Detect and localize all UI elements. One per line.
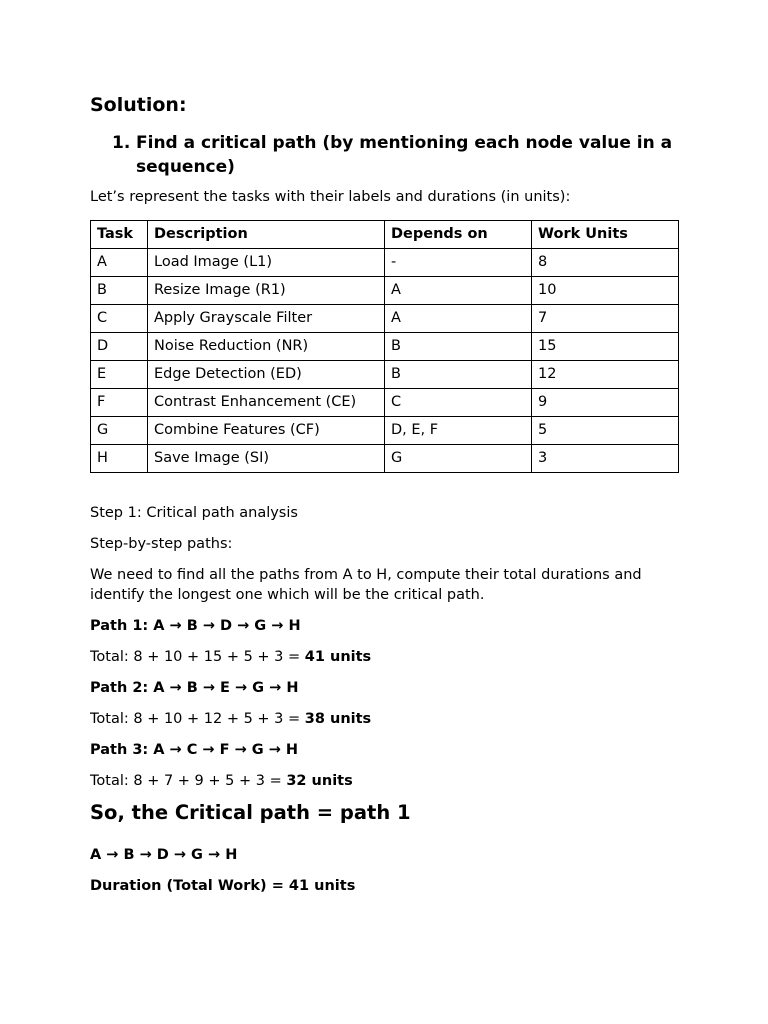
- cell-description: Combine Features (CF): [148, 416, 385, 444]
- cell-depends-on: B: [385, 360, 532, 388]
- cell-work-units: 9: [532, 388, 679, 416]
- cell-work-units: 15: [532, 332, 679, 360]
- step1-text: Step 1: Critical path analysis: [90, 504, 298, 521]
- explanation-text: We need to find all the paths from A to H, compute their total durations and identify the longest one which will be the critical path.: [90, 566, 642, 603]
- table-row: [91, 388, 679, 416]
- solution-heading: Solution:: [90, 94, 187, 116]
- document-page: [90, 92, 690, 897]
- path-1-total-value: 41 units: [304, 649, 372, 665]
- path-2-total-expression: Total: 8 + 10 + 12 + 5 + 3 =: [90, 711, 305, 727]
- cell-work-units: 8: [532, 248, 679, 276]
- path-1-total-expression: Total: 8 + 10 + 15 + 5 + 3 =: [90, 649, 305, 665]
- cell-work-units: 7: [532, 304, 679, 332]
- path-3-total-expression: Total: 8 + 7 + 9 + 5 + 3 =: [90, 773, 287, 789]
- cell-description: Load Image (L1): [148, 248, 385, 276]
- cell-depends-on: G: [385, 444, 532, 472]
- cell-work-units: 3: [532, 444, 679, 472]
- table-row: [91, 444, 679, 472]
- table-row: [91, 304, 679, 332]
- critical-path-sequence: A → B → D → G → H: [90, 847, 238, 863]
- path-3-total-value: 32 units: [286, 773, 353, 789]
- table-row: [91, 416, 679, 444]
- cell-work-units: 10: [532, 276, 679, 304]
- cell-task: E: [91, 360, 148, 388]
- cell-description: Edge Detection (ED): [148, 360, 385, 388]
- path-3-label: Path 3: A → C → F → G → H: [90, 742, 299, 758]
- cell-work-units: 5: [532, 416, 679, 444]
- cell-task: G: [91, 416, 148, 444]
- conclusion-heading: So, the Critical path = path 1: [90, 800, 411, 824]
- cell-description: Resize Image (R1): [148, 276, 385, 304]
- cell-task: D: [91, 332, 148, 360]
- task-table: [90, 220, 679, 473]
- cell-depends-on: B: [385, 332, 532, 360]
- table-row: [91, 360, 679, 388]
- header-work-units: Work Units: [532, 220, 679, 248]
- cell-depends-on: C: [385, 388, 532, 416]
- cell-task: A: [91, 248, 148, 276]
- total-duration: Duration (Total Work) = 41 units: [90, 878, 356, 894]
- cell-task: B: [91, 276, 148, 304]
- cell-description: Noise Reduction (NR): [148, 332, 385, 360]
- question-item: [112, 131, 690, 179]
- cell-description: Contrast Enhancement (CE): [148, 388, 385, 416]
- cell-depends-on: -: [385, 248, 532, 276]
- header-depends-on: Depends on: [385, 220, 532, 248]
- path-2-total: [90, 709, 690, 730]
- cell-depends-on: A: [385, 276, 532, 304]
- path-2-total-value: 38 units: [304, 711, 372, 727]
- path-2-label: Path 2: A → B → E → G → H: [90, 680, 299, 696]
- table-row: [91, 276, 679, 304]
- cell-task: F: [91, 388, 148, 416]
- path-3-total: [90, 771, 690, 792]
- header-description: Description: [148, 220, 385, 248]
- path-1-total: [90, 647, 690, 668]
- header-task: Task: [91, 220, 148, 248]
- intro-text: Let’s represent the tasks with their labels and durations (in units):: [90, 189, 571, 205]
- table-row: [91, 332, 679, 360]
- cell-work-units: 12: [532, 360, 679, 388]
- cell-task: C: [91, 304, 148, 332]
- cell-description: Save Image (SI): [148, 444, 385, 472]
- cell-description: Apply Grayscale Filter: [148, 304, 385, 332]
- step-by-step-text: Step-by-step paths:: [90, 535, 233, 552]
- question-text: Find a critical path (by mentioning each node value in a sequence): [136, 133, 673, 177]
- cell-depends-on: A: [385, 304, 532, 332]
- cell-task: H: [91, 444, 148, 472]
- table-header-row: [91, 220, 679, 248]
- question-number: 1.: [112, 133, 131, 153]
- cell-depends-on: D, E, F: [385, 416, 532, 444]
- table-row: [91, 248, 679, 276]
- path-1-label: Path 1: A → B → D → G → H: [90, 618, 301, 634]
